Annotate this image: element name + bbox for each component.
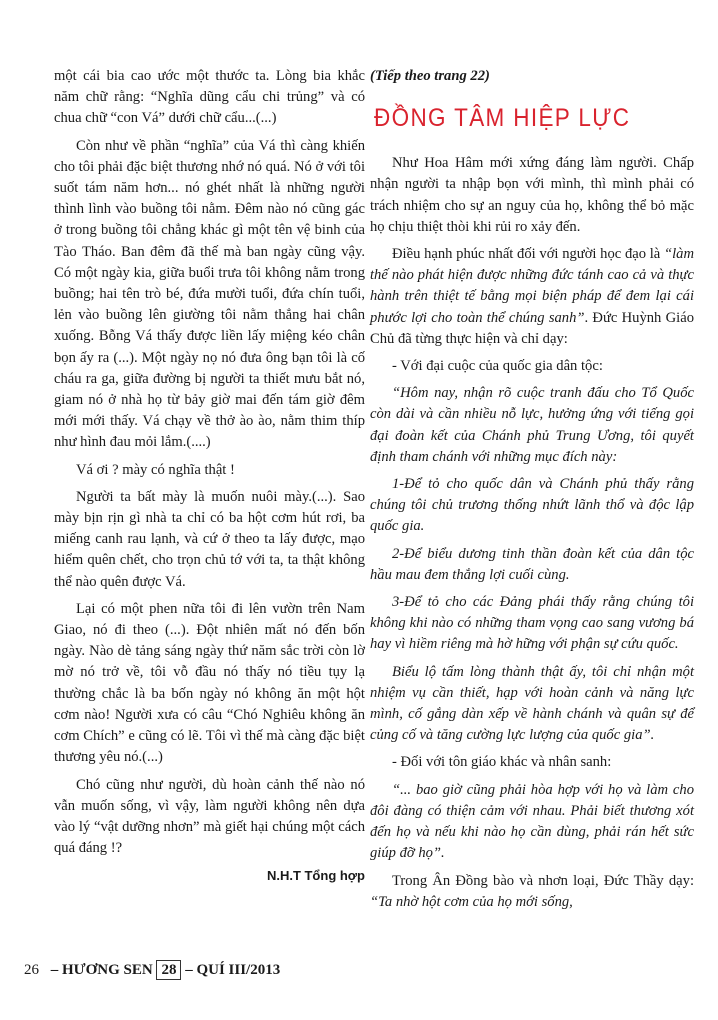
magazine-name: – HƯƠNG SEN xyxy=(50,962,153,978)
article-paragraph xyxy=(370,244,694,350)
continued-from-note: (Tiếp theo trang 22) xyxy=(370,68,490,84)
right-column xyxy=(370,66,694,919)
issue-date: – QUÍ III/2013 xyxy=(185,962,281,978)
quote-paragraph: 2-Để biểu dương tinh thần đoàn kết của dân tộc hầu mau đem thắng lợi cuối cùng. xyxy=(370,545,694,583)
quote-paragraph: 3-Để tỏ cho các Đảng phái thấy rằng chúng tôi không khi nào có những tham vọng cao sang vương bá hay vì hiềm riêng mà hờ hững với phận sự cứu quốc. xyxy=(370,594,694,653)
quote-text: “làm thế nào phát hiện được những đức tánh cao cả và thực hành trên thiệt tế bằng mọi biện pháp để đem lại cái phước lợi cho toàn thể chúng sanh” xyxy=(370,246,694,326)
paragraph-text: Điều hạnh phúc nhất đối với người học đạo là xyxy=(392,246,664,263)
quote-paragraph: Biểu lộ tấm lòng thành thật ấy, tôi chỉ nhận một nhiệm vụ cần thiết, hạp với hoàn cảnh và năng lực mình, cố gắng dàn xếp về hành chánh và quân sự để củng cố và tăng cường lực lượng của quốc gia”. xyxy=(370,663,694,744)
article-paragraph: Chó cũng như người, dù hoàn cảnh thế nào nó vẫn muốn sống, vì vậy, làm người không nên dựa vào lý “vật dưỡng nhơn” mà giết hại chúng một cách quá đáng !? xyxy=(54,776,365,857)
paragraph-text: . Đức Huỳnh Giáo Chủ đã từng thực hiện và chỉ dạy: xyxy=(370,309,694,347)
page-footer xyxy=(24,960,280,980)
author-signature: N.H.T Tổng hợp xyxy=(266,868,365,884)
issue-number: 28 xyxy=(156,960,181,980)
article-paragraph: Còn như về phần “nghĩa” của Vá thì càng khiến cho tôi phải đặc biệt thương nhớ nó quá. Nó ở với tôi suốt tám năm hơn... nó ghét nhất là những người thình lình vào buồng tôi nằm. Đêm nào nó cũng gác ở trong buồng tôi chẳng khác gì một tên vệ binh của Tào Tháo. Ban đêm đã thế mà ban ngày cũng vậy. Có một ngày kia, giữa buổi trưa tôi không nằm trong buồng; hai tên trò bé, đứa mười tuổi, đứa chín tuổi, lẻn vào buồng lên giường tôi nằm thẳng hai chân xuống. Bỗng Vá thấy được liền lấy miệng kéo chân bọn ấy ra (...). Một ngày nọ nó đưa ông bạn tôi là cố cháu ra ga, giữa đường bị người ta thiết mưu bắt nó, giam nó ở nhà họ từ bảy giờ mai đến tám giờ đêm mới mới thấy. Vá chạy về thở ào ào, nằm thim thíp như hình đau mỏi lắm.(....) xyxy=(54,137,365,451)
page-number: 26 xyxy=(24,962,39,978)
quote-paragraph: “Hôm nay, nhận rõ cuộc tranh đấu cho Tổ Quốc còn dài và cần nhiều nỗ lực, hưởng ứng với tiếng gọi đại đoàn kết của Chánh phủ Trung Ương, tôi quyết định tham chánh với những mục đích này: xyxy=(370,385,694,465)
paragraph-text: Trong Ân Đồng bào và nhơn loại, Đức Thầy dạy: xyxy=(392,872,694,889)
article-title: ĐỒNG TÂM HIỆP LỰC xyxy=(374,104,631,133)
article-paragraph xyxy=(370,871,694,913)
article-paragraph: Vá ơi ? mày có nghĩa thật ! xyxy=(76,461,235,478)
article-paragraph: - Đối với tôn giáo khác và nhân sanh: xyxy=(392,754,612,771)
quote-paragraph: 1-Để tỏ cho quốc dân và Chánh phủ thấy rằng chúng tôi chủ trương thống nhứt lãnh thổ và độc lập quốc gia. xyxy=(370,476,694,535)
quote-text: “Ta nhờ hột cơm của họ mới sống, xyxy=(370,893,573,910)
article-paragraph: một cái bia cao ước một thước ta. Lòng bia khắc năm chữ rằng: “Nghĩa dũng cẩu chi trủng” và có chua chữ “con Vá” dưới chữ cẩu...(...) xyxy=(54,68,365,127)
article-paragraph: Như Hoa Hâm mới xứng đáng làm người. Chấp nhận người ta nhập bọn với mình, thì mình phải có trách nhiệm cho sự an nguy của họ, không thể bỏ mặc họ chịu thiệt thòi khi rủi ro xảy đến. xyxy=(370,155,694,235)
article-paragraph: Người ta bất mày là muốn nuôi mày.(...). Sao mày bịn rịn gì nhà ta chỉ có ba hột cơm hút rơi, ba miếng canh rau lạnh, và cứ ở theo ta lấy được, mạo hiểm quên chết, cho trọn chủ tớ với ta, ta thật không thể nào quên được Vá. xyxy=(54,488,365,590)
article-paragraph: - Với đại cuộc của quốc gia dân tộc: xyxy=(392,358,603,375)
article-paragraph: Lại có một phen nữa tôi đi lên vườn trên Nam Giao, nó đi theo (...). Đột nhiên mất nó đến bốn ngày. Nào dè tảng sáng ngày thứ năm sắc trời còn lờ mờ nó trở về, tôi vỗ đầu nó thấy nó tiều tụy lạ thường chắc là ba bốn ngày nó không ăn một hột cơm nào! Người xưa có câu “Chó Nghiêu không ăn cơm Chích” e cũng có lẽ. Tôi vì thế mà càng đặc biệt thương yêu nó.(...) xyxy=(54,600,365,766)
left-column xyxy=(54,66,365,887)
quote-paragraph: “... bao giờ cũng phải hòa hợp với họ và làm cho đôi đàng có thiện cảm với nhau. Phải biết thương xót đến họ và nếu khi nào họ cần dùng, phải rán hết sức giúp đỡ họ”. xyxy=(370,781,694,862)
